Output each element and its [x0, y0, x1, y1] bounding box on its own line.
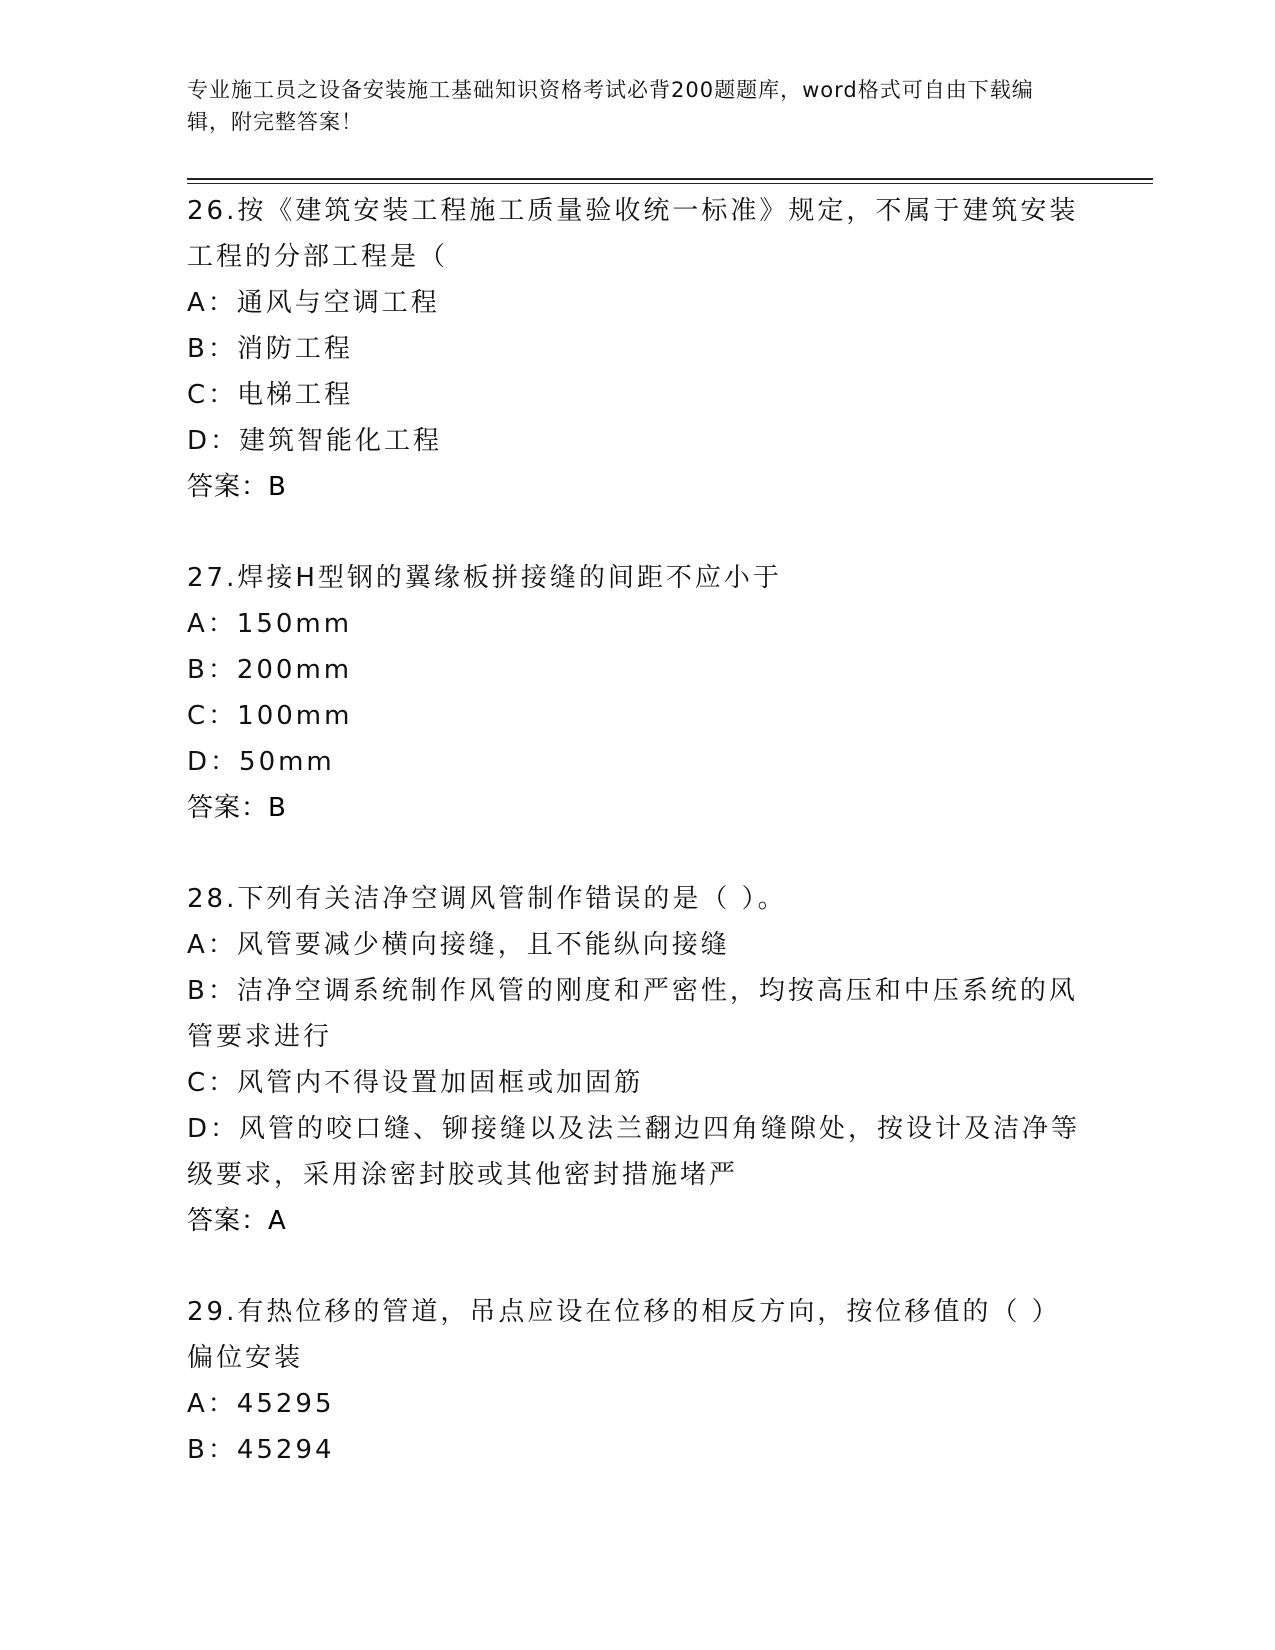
answer: 答案：B: [187, 472, 287, 502]
option-a: A：风管要减少横向接缝，且不能纵向接缝: [187, 930, 730, 960]
question-stem: 29.有热位移的管道，吊点应设在位移的相反方向，按位移值的（ ）偏位安装: [187, 1297, 1061, 1373]
answer: 答案：A: [187, 1206, 287, 1236]
option-b: B：洁净空调系统制作风管的刚度和严密性，均按高压和中压系统的风管要求进行: [187, 976, 1078, 1052]
header-divider-thick: [187, 178, 1153, 180]
question-stem: 26.按《建筑安装工程施工质量验收统一标准》规定，不属于建筑安装工程的分部工程是（: [187, 196, 1079, 272]
option-a: A：通风与空调工程: [187, 288, 440, 318]
question-29: [187, 1289, 1087, 1473]
header-divider-thin: [187, 183, 1153, 184]
question-27: [187, 555, 1087, 831]
option-d: D：风管的咬口缝、铆接缝以及法兰翻边四角缝隙处，按设计及洁净等级要求，采用涂密封胶或其他密封措施堵严: [187, 1114, 1081, 1190]
question-stem: 28.下列有关洁净空调风管制作错误的是（ ）。: [187, 884, 787, 914]
option-d: D：建筑智能化工程: [187, 426, 443, 456]
question-26: [187, 188, 1087, 510]
question-spacer: [187, 510, 1087, 555]
question-list: [187, 188, 1087, 1473]
question-spacer: [187, 831, 1087, 876]
option-c: C：电梯工程: [187, 380, 354, 410]
option-b: B：45294: [187, 1435, 335, 1465]
question-28: [187, 876, 1087, 1244]
option-a: A：45295: [187, 1389, 335, 1419]
option-b: B：消防工程: [187, 334, 353, 364]
answer: 答案：B: [187, 793, 287, 823]
option-a: A：150mm: [187, 609, 353, 639]
question-spacer: [187, 1244, 1087, 1289]
document-intro: 专业施工员之设备安装施工基础知识资格考试必背200题题库，word格式可自由下载编辑，附完整答案！: [187, 78, 1034, 134]
option-d: D：50mm: [187, 747, 335, 777]
question-stem: 27.焊接H型钢的翼缘板拼接缝的间距不应小于: [187, 563, 782, 593]
option-b: B：200mm: [187, 655, 353, 685]
option-c: C：风管内不得设置加固框或加固筋: [187, 1068, 644, 1098]
option-c: C：100mm: [187, 701, 353, 731]
